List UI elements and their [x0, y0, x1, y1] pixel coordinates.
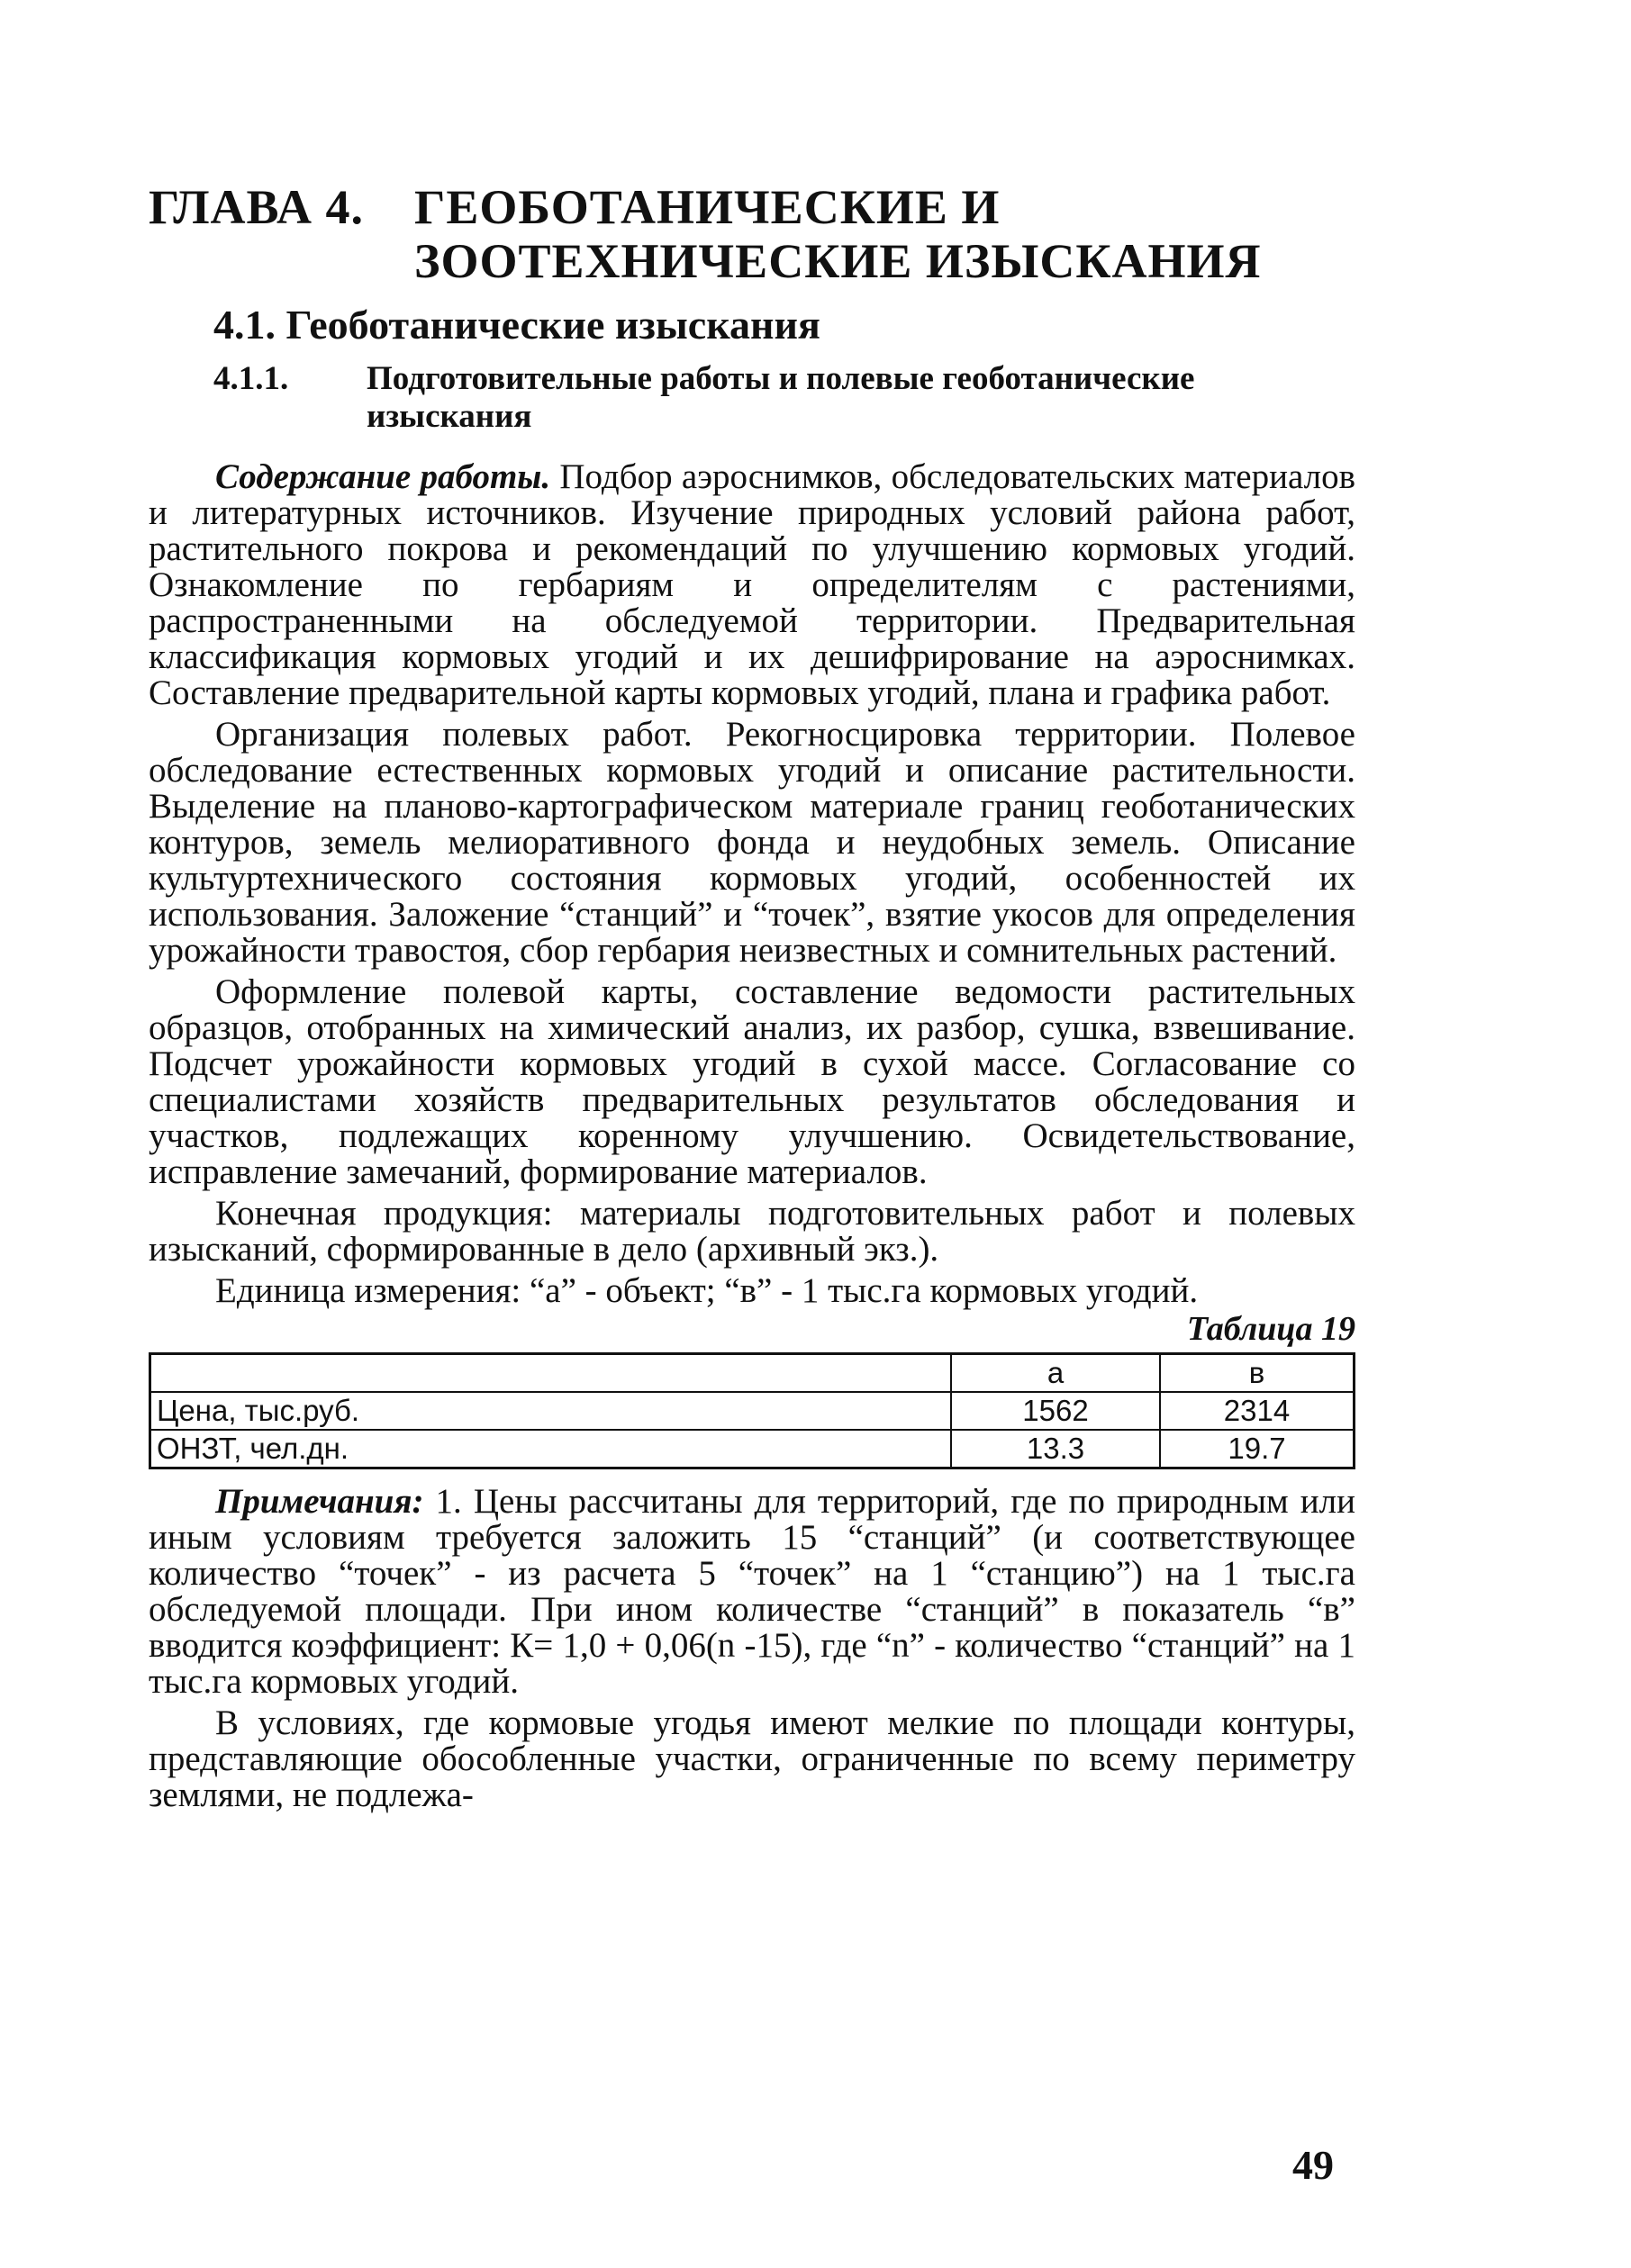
table-cell: ОНЗТ, чел.дн.: [150, 1430, 952, 1468]
paragraph-last: В условиях, где кормовые угодья имеют мелкие по площади контуры, представляющие обособленные участки, ограниченные по всему периметру землями, не подлежа-: [149, 1703, 1355, 1814]
paragraph-field-work: Организация полевых работ. Рекогносцировка территории. Полевое обследование естественных кормовых угодий и описание растительности. Выделение на планово-картографическом материале границ геоботанических контуров, земель мелиоративного фонда и неудобных земель. Описание культуртехнического состояния кормовых угодий, особенностей их использования. Заложение “станций” и “точек”, взятие укосов для определения урожайности травостоя, сбор гербария неизвестных и сомнительных растений.: [149, 715, 1355, 970]
subsection-number: 4.1.1.: [213, 360, 289, 397]
table-header-row: [150, 1354, 1355, 1393]
page-number: 49: [1292, 2142, 1334, 2188]
chapter-number: ГЛАВА 4.: [149, 180, 365, 234]
table-cell: 13.3: [951, 1430, 1160, 1468]
subsection-heading: [213, 360, 1355, 436]
paragraph-lead: Содержание работы.: [215, 457, 551, 496]
paragraph-final-product: Конечная продукция: материалы подготовительных работ и полевых изысканий, сформированные в дело (архивный экз.).: [149, 1194, 1355, 1269]
paragraph-field-map: Оформление полевой карты, составление ведомости растительных образцов, отобранных на химический анализ, их разбор, сушка, взвешивание. Подсчет урожайности кормовых угодий в сухой массе. Согласование со специалистами хозяйств предварительных результатов обследования и участков, подлежащих коренному улучшению. Освидетельствование, исправление замечаний, формирование материалов.: [149, 972, 1355, 1191]
chapter-title: ГЕОБОТАНИЧЕСКИЕ И ЗООТЕХНИЧЕСКИЕ ИЗЫСКАНИЯ: [414, 180, 1262, 288]
notes-lead: Примечания:: [215, 1482, 424, 1521]
table-cell: 2314: [1160, 1392, 1355, 1430]
table-header-cell: а: [951, 1354, 1160, 1393]
notes-text: 1. Цены рассчитаны для территорий, где по природным или иным условиям требуется заложить 15 “станций” (и соответствующее количество “точек” - из расчета 5 “точек” на 1 “станцию”) на 1 тыс.га обследуемой площади. При ином количестве “станций” в показатель “в” вводится коэффициент: К= 1,0 + 0,06(n -15), где “n” - количество “станций” на 1 тыс.га кормовых угодий.: [149, 1482, 1355, 1701]
chapter-heading: [149, 180, 1355, 288]
table-caption: Таблица 19: [1186, 1310, 1355, 1348]
paragraph-text: Подбор аэроснимков, обследовательских материалов и литературных источников. Изучение природных условий района работ, растительного покрова и рекомендаций по улучшению кормовых угодий. Ознакомление по гербариям и определителям с растениями, распространенными на обследуемой территории. Предварительная классификация кормовых угодий и их дешифрирование на аэроснимках. Составление предварительной карты кормовых угодий, плана и графика работ.: [149, 457, 1355, 712]
table-row: [150, 1430, 1355, 1468]
price-table: [149, 1352, 1355, 1469]
paragraph-work-content: [149, 459, 1355, 711]
table-cell: Цена, тыс.руб.: [150, 1392, 952, 1430]
subsection-title: Подготовительные работы и полевые геоботанические изыскания: [367, 360, 1195, 435]
section-heading: 4.1. Геоботанические изыскания: [213, 302, 820, 348]
notes-paragraph: [149, 1484, 1355, 1700]
paragraph-unit-of-measure: Единица измерения: “а” - объект; “в” - 1 тыс.га кормовых угодий.: [215, 1271, 1199, 1310]
page-content: [149, 180, 1355, 1813]
table-row: [150, 1392, 1355, 1430]
table-cell: 19.7: [1160, 1430, 1355, 1468]
table-header-cell: в: [1160, 1354, 1355, 1393]
table-cell: 1562: [951, 1392, 1160, 1430]
table-header-cell: [150, 1354, 952, 1393]
